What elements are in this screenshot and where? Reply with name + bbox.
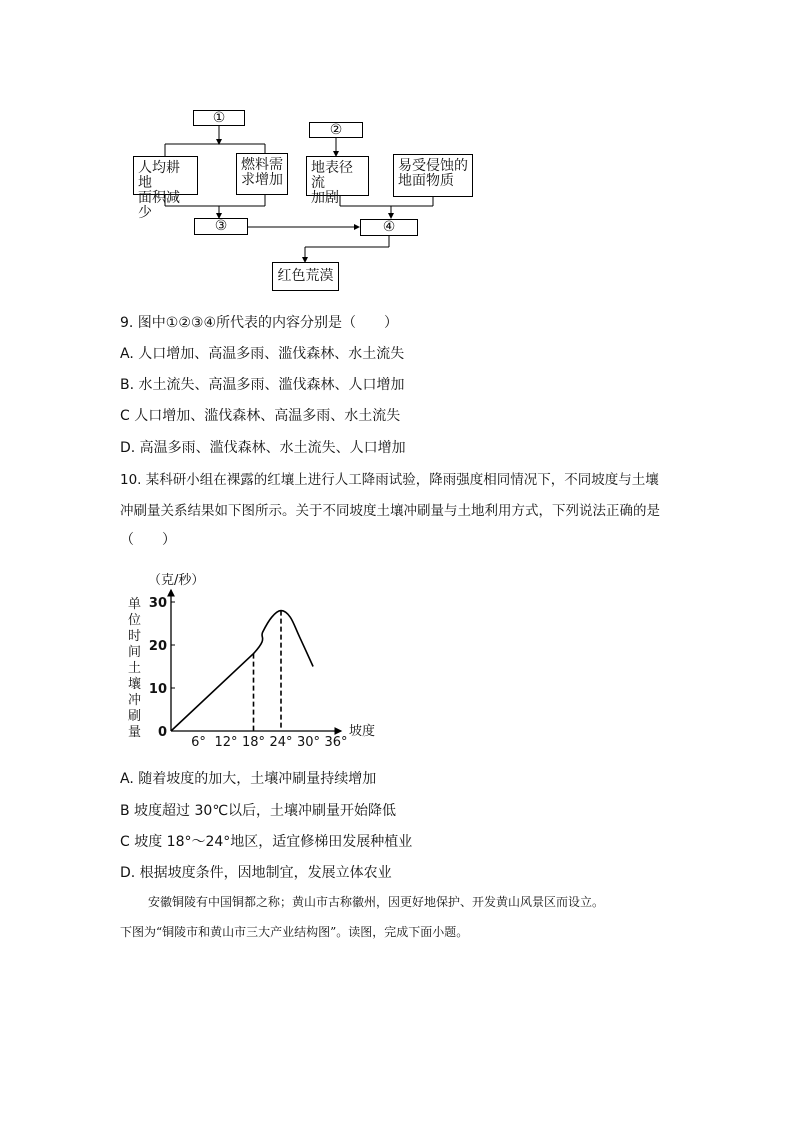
chart-y-label-char: 时: [128, 629, 142, 644]
flow-node-3: [194, 218, 248, 235]
q9-option-c: C 人口增加、滥伐森林、高温多雨、水土流失: [120, 408, 401, 424]
chart-x-tick-label: 6°: [191, 735, 206, 750]
chart-y-tick-label: 10: [148, 682, 167, 697]
q10-stem-line1: 10. 某科研小组在裸露的红壤上进行人工降雨试验，降雨强度相同情况下，不同坡度与土壤: [120, 472, 659, 488]
flow-box-farmland: [133, 156, 198, 221]
flow-box-runoff-line1: 地表径流: [311, 160, 353, 191]
slope-erosion-chart: [0, 560, 794, 760]
flow-box-runoff: [306, 156, 369, 206]
flow-box-result: [272, 262, 339, 291]
q10-option-d: D. 根据坡度条件，因地制宜，发展立体农业: [120, 865, 392, 881]
chart-x-tick-label: 12°: [214, 735, 238, 750]
flow-box-farmland-line2: 面积减少: [138, 190, 180, 221]
flowchart-connectors: [0, 0, 794, 300]
chart-y-label-char: 量: [128, 725, 142, 740]
flow-node-3-label: ③: [214, 218, 228, 234]
q9-stem: 9. 图中①②③④所代表的内容分别是（ ）: [120, 315, 399, 331]
flow-box-fuel-line1: 燃料需: [241, 157, 283, 173]
chart-y-label-char: 单: [128, 597, 142, 612]
passage-line2: 下图为“铜陵市和黄山市三大产业结构图”。读图，完成下面小题。: [120, 925, 469, 939]
flow-node-1-label: ①: [212, 110, 226, 126]
q10-stem-line3: （ ）: [120, 532, 176, 548]
flow-node-2: [309, 122, 363, 138]
passage-line1: [120, 887, 680, 917]
chart-y-label-char: 壤: [128, 677, 142, 692]
flow-box-fuel: [236, 153, 288, 195]
chart-y-label-char: 位: [128, 613, 142, 628]
q9-option-b: B. 水土流失、高温多雨、滥伐森林、人口增加: [120, 377, 405, 393]
flow-box-fuel-line2: 求增加: [241, 172, 283, 188]
q10-option-c: C 坡度 18°～24°地区，适宜修梯田发展种植业: [120, 834, 413, 850]
q9-option-d: D. 高温多雨、滥伐森林、水土流失、人口增加: [120, 440, 406, 456]
q10-option-b: B 坡度超过 30℃以后，土壤冲刷量开始降低: [120, 803, 397, 819]
chart-y-tick-label: 0: [157, 725, 167, 740]
chart-x-tick-label: 24°: [269, 735, 293, 750]
flow-node-4: [360, 219, 418, 236]
q10-stem-line2: 冲刷量关系结果如下图所示。关于不同坡度土壤冲刷量与土地利用方式，下列说法正确的是: [120, 503, 660, 519]
chart-y-label-char: 刷: [128, 709, 142, 724]
chart-y-label-char: 冲: [128, 693, 142, 708]
flow-box-result-label: 红色荒漠: [277, 268, 334, 284]
chart-y-label: [128, 597, 141, 740]
chart-x-tick-label: 36°: [324, 735, 348, 750]
chart-y-label-char: 土: [128, 661, 142, 676]
flow-node-4-label: ④: [382, 219, 396, 235]
flow-box-runoff-line2: 加剧: [311, 190, 339, 206]
chart-y-label-char: 间: [128, 645, 142, 660]
passage: [120, 887, 680, 947]
chart-series-line: [171, 611, 313, 731]
chart-x-tick-label: 18°: [241, 735, 266, 750]
chart-y-tick-label: 30: [148, 596, 167, 611]
chart-y-unit: （克/秒）: [148, 573, 205, 588]
chart-y-tick-label: 20: [148, 639, 167, 654]
flow-box-erodible: [393, 154, 473, 197]
q10-option-a: A. 随着坡度的加大，土壤冲刷量持续增加: [120, 771, 377, 787]
flow-box-erodible-line1: 易受侵蚀的: [398, 158, 468, 174]
q9-option-a: A. 人口增加、高温多雨、滥伐森林、水土流失: [120, 346, 405, 362]
flow-node-2-label: ②: [329, 122, 343, 138]
flow-box-erodible-line2: 地面物质: [398, 173, 454, 189]
flow-node-1: [193, 110, 245, 126]
passage-line1-text: 安徽铜陵有中国铜都之称；黄山市古称徽州，因更好地保护、开发黄山风景区而设立。: [148, 895, 605, 909]
flow-box-farmland-line1: 人均耕地: [138, 160, 180, 191]
chart-x-tick-label: 30°: [296, 735, 321, 750]
chart-x-label: 坡度: [349, 724, 376, 739]
